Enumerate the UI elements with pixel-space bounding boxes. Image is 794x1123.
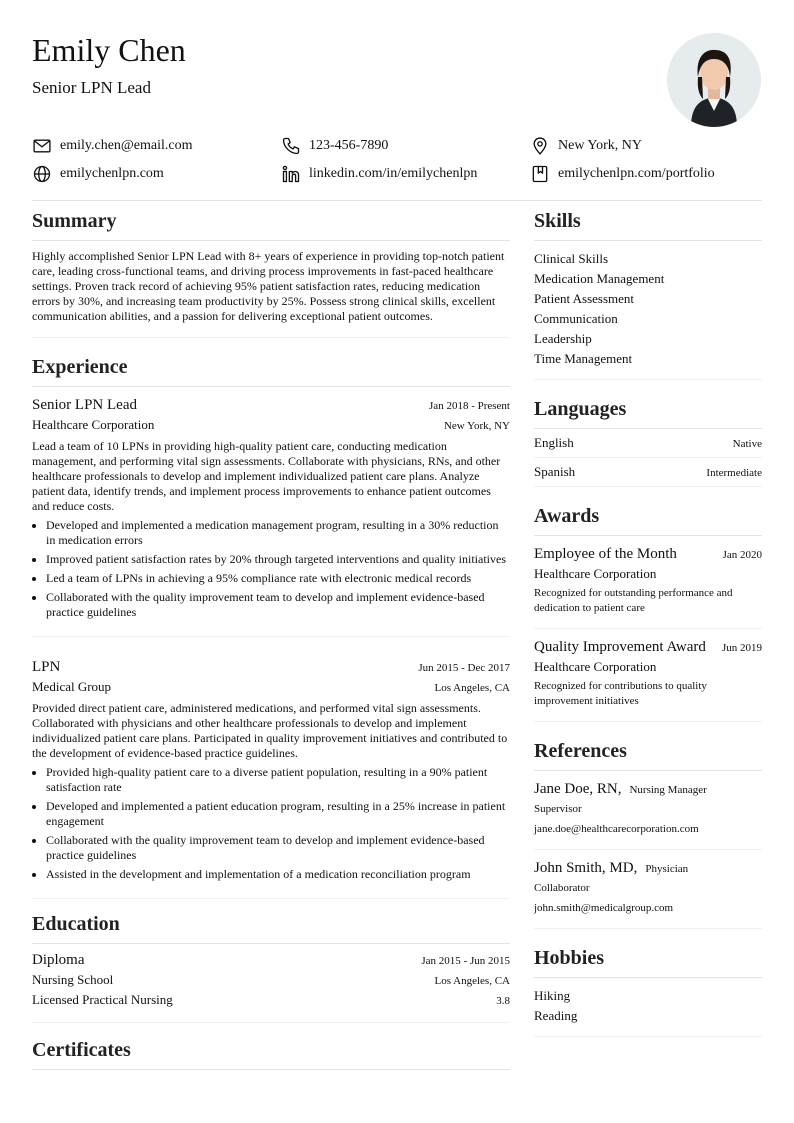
contact-location [530,134,642,158]
job-location: Los Angeles, CA [434,682,510,694]
contact-linkedin[interactable] [281,162,477,186]
education-location: Los Angeles, CA [434,975,510,987]
education-field: Licensed Practical Nursing [32,992,173,1007]
reference-entry [534,850,762,929]
achievement-item: • Developed and implemented a medication management program, resulting in a 30% reduction in medication errors [46,518,510,548]
achievement-item: • Collaborated with the quality improvement team to develop and implement evidence-based practice guidelines [46,833,510,863]
job-company: Medical Group [32,679,112,694]
reference-role: Physician [645,863,689,875]
education-heading: Education [32,911,510,944]
achievement-item: • Improved patient satisfaction rates by 20% through targeted interventions and quality initiatives [46,552,510,567]
skill-item: Clinical Skills [534,251,609,266]
job-description: Lead a team of 10 LPNs in providing high-quality patient care, conducting medication management, and performing vital sign assessments. Collaborate with physicians, RNs, and other healthcare professionals to develop and implement individualized patient care plans. Analyze patient data, identify trends, and implement process improvements to enhance patient outcomes and reduce costs. [32,439,501,513]
award-description: Recognized for outstanding performance and dedication to patient care [534,587,733,614]
skill-item: Communication [534,311,618,326]
contact-website[interactable] [32,162,164,186]
job-entry [32,387,510,637]
references-heading: References [534,738,762,771]
language-item [534,458,762,487]
references-section [534,738,762,929]
reference-role: Nursing Manager [629,784,707,796]
achievement-item: • Provided high-quality patient care to a diverse patient population, resulting in a 90% patient satisfaction rate [46,765,510,795]
education-degree: Diploma [32,952,85,968]
skills-heading: Skills [534,208,762,241]
award-title: Employee of the Month [534,546,677,562]
language-level: Intermediate [706,467,762,479]
phone-text: 123-456-7890 [309,138,389,153]
hobbies-section [534,945,762,1037]
reference-relation: Supervisor [534,803,582,815]
language-name: English [534,435,574,450]
skill-item: Leadership [534,331,592,346]
job-company: Healthcare Corporation [32,417,155,432]
achievement-item: • Led a team of LPNs in achieving a 95% compliance rate with electronic medical records [46,571,510,586]
side-column [534,208,762,1037]
contact-portfolio[interactable] [530,162,715,186]
award-org: Healthcare Corporation [534,566,657,581]
hobbies-list [534,978,762,1037]
awards-heading: Awards [534,503,762,536]
award-title: Quality Improvement Award [534,639,706,655]
language-item [534,429,762,458]
education-dates: Jan 2015 - Jun 2015 [421,955,510,967]
skill-item: Time Management [534,351,633,366]
job-entry [32,649,510,899]
education-section [32,911,510,1023]
award-entry [534,536,762,629]
profile-photo-image [667,33,761,127]
header-divider [32,200,762,201]
candidate-title: Senior LPN Lead [32,78,151,97]
candidate-name: Emily Chen [32,32,186,68]
job-location: New York, NY [443,420,510,432]
job-title: Senior LPN Lead [32,397,137,413]
skill-item: Medication Management [534,271,665,286]
contact-phone[interactable] [281,134,388,158]
certificates-section [32,1037,510,1070]
summary-text: Highly accomplished Senior LPN Lead with 8+ years of experience in providing top-notch patient care, leading cross-functional teams, and driving process improvements in fast-paced healthcare settings. Proven track record of achieving 95% patient satisfaction rates, reducing medication errors by 30%, and increasing team productivity by 25%. Possess strong clinical skills, excellent communication abilities, and a passion for delivering exceptional patient outcomes. [32,249,510,338]
reference-name: Jane Doe, RN, [534,781,622,797]
hobbies-heading: Hobbies [534,945,762,978]
location-text: New York, NY [558,138,643,153]
linkedin-text: linkedin.com/in/emilychenlpn [309,166,478,181]
skill-item: Patient Assessment [534,291,635,306]
phone-icon [281,136,301,156]
hobby-item: Reading [534,1008,578,1023]
languages-section [534,396,762,487]
summary-section [32,208,510,338]
languages-heading: Languages [534,396,762,429]
award-org: Healthcare Corporation [534,659,657,674]
education-school: Nursing School [32,972,114,987]
award-entry [534,629,762,722]
certificates-heading: Certificates [32,1037,510,1070]
award-description: Recognized for contributions to quality improvement initiatives [534,680,707,707]
award-date: Jun 2019 [721,642,762,654]
contact-info [32,134,762,190]
contact-email[interactable] [32,134,193,158]
website-text: emilychenlpn.com [60,166,164,181]
job-dates: Jan 2018 - Present [429,400,510,412]
education-gpa: 3.8 [496,995,510,1007]
envelope-icon [32,136,52,156]
language-name: Spanish [534,464,576,479]
job-description: Provided direct patient care, administered medications, and performed vital sign assessments. Collaborated with physicians and other healthcare professionals to develop and implement individualized patient care plans. Participated in quality improvement initiatives and contributed to the development of evidence-based practice guidelines. [32,701,508,760]
experience-heading: Experience [32,354,510,387]
language-level: Native [732,438,762,450]
globe-icon [32,164,52,184]
bookmark-icon [530,164,550,184]
summary-heading: Summary [32,208,510,241]
reference-email[interactable]: john.smith@medicalgroup.com [534,902,674,914]
skills-list [534,241,762,380]
main-column [32,208,510,1070]
job-achievements [32,765,510,882]
job-dates: Jun 2015 - Dec 2017 [418,662,510,674]
portfolio-text: emilychenlpn.com/portfolio [558,166,715,181]
linkedin-icon [281,164,301,184]
hobby-item: Hiking [534,988,571,1003]
experience-section [32,354,510,899]
job-achievements [32,518,510,620]
reference-relation: Collaborator [534,882,590,894]
education-entry [32,944,510,1023]
reference-entry [534,771,762,850]
profile-photo [667,33,761,127]
location-pin-icon [530,136,550,156]
reference-name: John Smith, MD, [534,860,638,876]
skills-section [534,208,762,380]
job-title: LPN [32,659,61,675]
award-date: Jan 2020 [722,549,762,561]
achievement-item: • Assisted in the development and implementation of a medication reconciliation program [46,867,510,882]
awards-section [534,503,762,722]
achievement-item: • Developed and implemented a patient education program, resulting in a 25% increase in patient engagement [46,799,510,829]
reference-email[interactable]: jane.doe@healthcarecorporation.com [534,823,699,835]
achievement-item: • Collaborated with the quality improvement team to develop and implement evidence-based practice guidelines [46,590,510,620]
email-text: emily.chen@email.com [60,138,193,153]
